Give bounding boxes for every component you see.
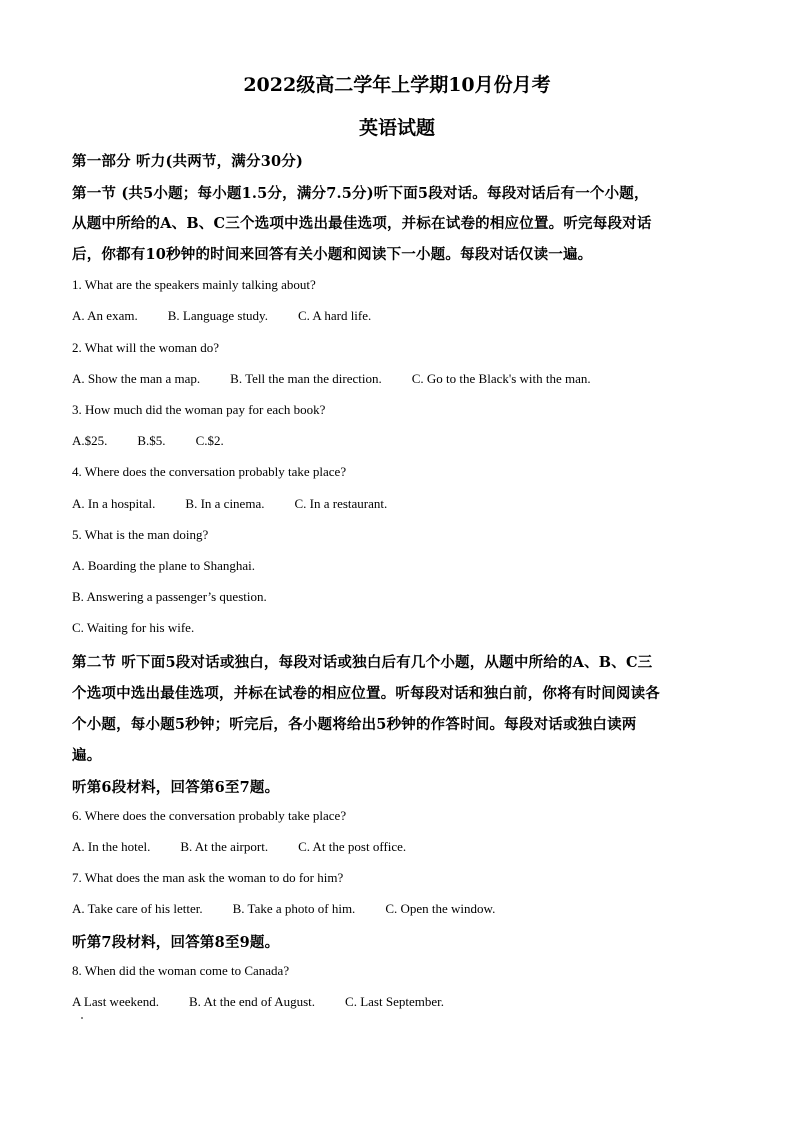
exam-title: 2022级高二学年上学期10月份月考 xyxy=(243,74,551,96)
option-c: C. Waiting for his wife. xyxy=(72,620,195,635)
option-a: A.$25. xyxy=(72,433,108,448)
question-2-options xyxy=(72,371,732,387)
option-b: B. Tell the man the direction. xyxy=(230,371,382,386)
option-a: A. In the hotel. xyxy=(72,839,151,854)
option-b: B. Take a photo of him. xyxy=(232,901,356,916)
question-8-options xyxy=(72,994,732,1010)
section2-instruction-line: 遍。 xyxy=(72,747,102,764)
option-c: C. In a restaurant. xyxy=(294,496,388,511)
question-5: 5. What is the man doing? xyxy=(72,527,209,542)
option-b: B. In a cinema. xyxy=(185,496,265,511)
question-8: 8. When did the woman come to Canada? xyxy=(72,963,290,978)
stray-mark xyxy=(81,1017,83,1019)
question-2: 2. What will the woman do? xyxy=(72,340,220,355)
question-6-options xyxy=(72,839,732,855)
section1-instruction-line: 后，你都有10秒钟的时间来回答有关小题和阅读下一小题。每段对话仅读一遍。 xyxy=(72,246,593,263)
question-4-options xyxy=(72,496,732,512)
option-b: B. Language study. xyxy=(167,308,268,323)
option-b: B. At the airport. xyxy=(180,839,269,854)
option-c: C. Go to the Black's with the man. xyxy=(411,371,591,386)
question-6: 6. Where does the conversation probably take place? xyxy=(72,808,347,823)
material-6-heading: 听第6段材料，回答第6至7题。 xyxy=(72,779,280,796)
question-4: 4. Where does the conversation probably take place? xyxy=(72,464,347,479)
question-7-options xyxy=(72,901,732,917)
section1-instruction-line: 从题中所给的A、B、C三个选项中选出最佳选项，并标在试卷的相应位置。听完每段对话 xyxy=(72,215,652,232)
question-3: 3. How much did the woman pay for each book? xyxy=(72,402,326,417)
question-7: 7. What does the man ask the woman to do for him? xyxy=(72,870,344,885)
part1-heading: 第一部分 听力(共两节，满分30分) xyxy=(72,153,304,170)
option-b: B. At the end of August. xyxy=(189,994,316,1009)
question-1-options xyxy=(72,308,732,324)
option-a: A. Take care of his letter. xyxy=(72,901,203,916)
section1-instruction-line: 第一节 (共5小题；每小题1.5分，满分7.5分)听下面5段对话。每段对话后有一个小题， xyxy=(72,185,649,202)
option-b: B. Answering a passenger’s question. xyxy=(72,589,267,604)
option-a: A. In a hospital. xyxy=(72,496,156,511)
question-1: 1. What are the speakers mainly talking about? xyxy=(72,277,316,292)
section2-instruction-line: 个小题，每小题5秒钟；听完后，各小题将给出5秒钟的作答时间。每段对话或独白读两 xyxy=(72,716,637,733)
section2-instruction-line: 第二节 听下面5段对话或独白，每段对话或独白后有几个小题，从题中所给的A、B、C三 xyxy=(72,654,653,671)
option-a: A. Show the man a map. xyxy=(72,371,201,386)
exam-subtitle: 英语试题 xyxy=(358,117,435,139)
option-a: A. Boarding the plane to Shanghai. xyxy=(72,558,256,573)
material-7-heading: 听第7段材料，回答第8至9题。 xyxy=(72,934,280,951)
option-c: C.$2. xyxy=(195,433,224,448)
option-c: C. A hard life. xyxy=(297,308,372,323)
option-c: C. Last September. xyxy=(345,994,444,1009)
question-3-options xyxy=(72,433,732,449)
option-b: B.$5. xyxy=(137,433,166,448)
option-a: A Last weekend. xyxy=(72,994,160,1009)
section2-instruction-line: 个选项中选出最佳选项，并标在试卷的相应位置。听每段对话和独白前，你将有时间阅读各 xyxy=(72,685,660,702)
option-a: A. An exam. xyxy=(72,308,138,323)
option-c: C. At the post office. xyxy=(298,839,407,854)
option-c: C. Open the window. xyxy=(385,901,496,916)
